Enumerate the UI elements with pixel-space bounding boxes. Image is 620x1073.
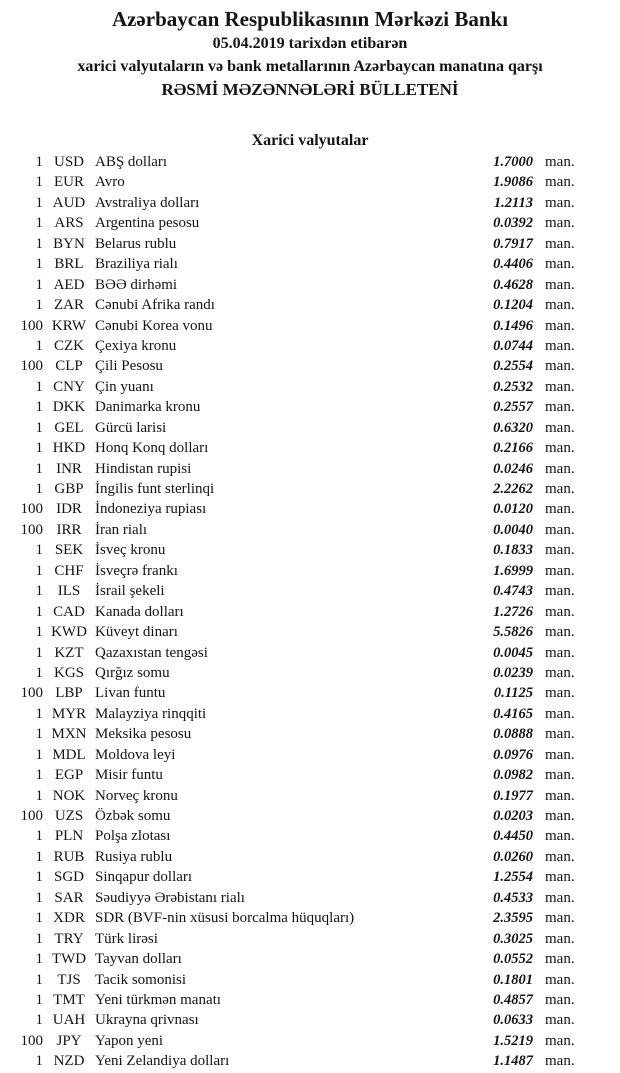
row-currency-name: Çexiya kronu [95,337,177,354]
row-rate-value: 0.4533 [493,889,533,906]
row-currency-name: İran rialı [95,521,148,538]
table-row [0,724,593,744]
row-rate-value: 0.1977 [493,787,533,804]
table-row [0,438,593,458]
row-currency-name: BƏƏ dirhəmi [95,276,178,293]
row-quantity: 1 [35,440,43,457]
row-unit-label: man. [545,542,575,559]
row-quantity: 1 [35,869,43,886]
row-unit-label: man. [545,1053,575,1070]
row-currency-code: EGP [54,767,84,784]
row-currency-code: AED [53,276,85,293]
row-quantity: 1 [35,481,43,497]
row-quantity: 100 [20,685,43,702]
table-row [0,234,593,254]
row-currency-name: İsveç kronu [95,542,166,559]
row-currency-name: Meksika pesosu [95,726,192,743]
row-rate-value: 0.2554 [493,358,533,375]
row-quantity: 1 [35,705,43,722]
table-row [0,254,593,274]
row-currency-code: CLP [55,358,83,375]
table-row [0,786,593,806]
row-rate-value: 1.2726 [493,603,533,620]
row-currency-name: Türk lirəsi [95,930,158,947]
row-currency-name: Yeni türkmən manatı [95,991,221,1008]
row-unit-label: man. [545,154,575,170]
row-currency-name: Yapon yeni [95,1032,164,1049]
row-unit-label: man. [545,624,575,641]
row-currency-code: ILS [57,583,81,600]
table-row [0,499,593,519]
table-row [0,459,593,479]
row-currency-code: BRL [54,256,84,273]
row-rate-value: 1.9086 [493,174,533,191]
table-row [0,949,593,969]
bank-name-title: Azərbaycan Respublikasının Mərkəzi Bankı [111,7,509,31]
row-unit-label: man. [545,1012,575,1029]
row-unit-label: man. [545,705,575,722]
row-quantity: 1 [35,889,43,906]
row-unit-label: man. [545,521,575,538]
row-currency-code: KWD [51,624,87,641]
row-currency-name: Malayziya rinqqiti [95,705,207,722]
row-unit-label: man. [545,276,575,293]
row-currency-code: RUB [53,848,85,865]
row-quantity: 1 [35,1053,43,1070]
row-quantity: 1 [35,930,43,947]
row-currency-code: DKK [52,399,86,416]
row-currency-name: İsrail şekeli [95,583,165,600]
row-quantity: 1 [35,910,43,927]
row-currency-code: SGD [53,869,84,886]
row-rate-value: 1.6999 [493,562,533,579]
row-quantity: 1 [35,583,43,600]
row-rate-value: 5.5826 [493,624,533,641]
row-unit-label: man. [545,194,575,211]
table-row [0,193,593,213]
table-row [0,806,593,826]
row-unit-label: man. [545,215,575,232]
row-currency-code: HKD [52,440,86,457]
row-currency-name: Belarus rublu [95,235,177,252]
row-currency-name: Argentina pesosu [95,215,200,232]
row-quantity: 1 [35,337,43,354]
table-row [0,295,593,315]
table-row [0,213,593,233]
row-quantity: 1 [35,787,43,804]
section-title-foreign-currencies: Xarici valyutalar [251,132,369,149]
row-unit-label: man. [545,828,575,845]
row-currency-code: CHF [54,562,84,579]
row-rate-value: 0.6320 [493,419,533,436]
row-rate-value: 0.4628 [493,276,533,293]
row-currency-code: MXN [51,726,87,743]
row-unit-label: man. [545,501,575,518]
bulletin-title: RƏSMİ MƏZƏNNƏLƏRİ BÜLLETENİ [161,80,459,99]
row-rate-value: 0.2557 [493,399,533,416]
row-rate-value: 0.0633 [493,1012,533,1029]
table-row [0,663,593,683]
row-unit-label: man. [545,440,575,457]
table-row [0,1051,593,1071]
table-row [0,990,593,1010]
row-currency-name: Polşa zlotası [95,828,171,845]
table-row [0,683,593,703]
row-unit-label: man. [545,971,575,988]
row-currency-code: PLN [54,828,84,845]
row-unit-label: man. [545,317,575,334]
row-currency-code: JPY [56,1032,82,1049]
table-row [0,622,593,642]
row-currency-code: SAR [54,889,84,906]
row-quantity: 1 [35,154,43,170]
row-quantity: 1 [35,848,43,865]
row-quantity: 1 [35,419,43,436]
row-currency-code: XDR [53,910,85,927]
row-rate-value: 0.0246 [493,460,533,477]
row-currency-code: SEK [54,542,84,559]
row-unit-label: man. [545,910,575,927]
row-unit-label: man. [545,1032,575,1049]
row-unit-label: man. [545,726,575,743]
table-row [0,520,593,540]
row-currency-name: Sinqapur dolları [95,869,193,886]
row-quantity: 1 [35,297,43,314]
table-row [0,581,593,601]
row-quantity: 100 [20,358,43,375]
row-unit-label: man. [545,481,575,497]
row-unit-label: man. [545,174,575,191]
row-currency-code: CAD [53,603,85,620]
row-unit-label: man. [545,460,575,477]
row-rate-value: 0.1801 [493,971,533,988]
row-quantity: 1 [35,664,43,681]
table-row [0,356,593,376]
row-currency-name: Yeni Zelandiya dolları [95,1053,230,1070]
row-quantity: 1 [35,746,43,763]
row-rate-value: 0.4450 [493,828,533,845]
row-rate-value: 0.0040 [493,521,533,538]
row-rate-value: 1.1487 [493,1053,533,1070]
row-quantity: 1 [35,603,43,620]
row-unit-label: man. [545,603,575,620]
row-currency-code: UZS [54,808,84,824]
row-unit-label: man. [545,297,575,314]
row-unit-label: man. [545,991,575,1008]
row-unit-label: man. [545,664,575,681]
row-quantity: 100 [20,501,43,518]
row-rate-value: 0.0392 [493,215,533,232]
table-row [0,643,593,663]
row-quantity: 1 [35,828,43,845]
row-quantity: 1 [35,767,43,784]
row-quantity: 100 [20,808,43,824]
row-currency-code: CZK [54,337,84,354]
row-rate-value: 0.0982 [493,767,533,784]
row-unit-label: man. [545,951,575,968]
row-currency-name: Moldova leyi [95,746,176,763]
row-rate-value: 0.0239 [493,664,533,681]
row-unit-label: man. [545,378,575,395]
table-row [0,929,593,949]
table-row [0,704,593,724]
row-rate-value: 0.0744 [493,337,533,354]
row-currency-code: BYN [53,235,85,252]
row-currency-name: Gürcü larisi [95,419,167,436]
row-unit-label: man. [545,235,575,252]
row-currency-name: Qazaxıstan tengəsi [95,644,208,661]
row-quantity: 100 [20,521,43,538]
row-unit-label: man. [545,562,575,579]
table-row [0,377,593,397]
row-quantity: 1 [35,991,43,1008]
row-currency-name: Danimarka kronu [95,399,201,416]
row-quantity: 1 [35,562,43,579]
row-rate-value: 0.1496 [493,317,533,334]
row-rate-value: 0.0045 [493,644,533,661]
table-row [0,275,593,295]
row-quantity: 1 [35,194,43,211]
row-unit-label: man. [545,787,575,804]
row-unit-label: man. [545,869,575,886]
table-row [0,745,593,765]
row-quantity: 1 [35,378,43,395]
row-currency-name: Braziliya rialı [95,256,178,273]
subject-line: xarici valyutaların və bank metallarının Azərbaycan manatına qarşı [77,58,543,75]
table-row [0,561,593,581]
row-currency-name: Tayvan dolları [95,951,182,968]
row-currency-code: ARS [54,215,84,232]
row-rate-value: 0.4165 [493,705,533,722]
row-currency-name: Rusiya rublu [95,848,173,865]
row-unit-label: man. [545,583,575,600]
row-currency-code: TJS [57,971,81,988]
row-currency-code: USD [53,154,84,170]
row-currency-name: Norveç kronu [95,787,178,804]
row-currency-code: MDL [52,746,86,763]
row-rate-value: 1.7000 [493,154,533,170]
row-currency-code: AUD [52,194,86,211]
table-row [0,602,593,622]
row-currency-name: ABŞ dolları [95,154,168,170]
row-rate-value: 0.4857 [493,991,533,1008]
row-currency-name: Çili Pesosu [95,358,163,375]
row-currency-code: EUR [54,174,84,191]
table-row [0,316,593,336]
row-currency-code: MYR [51,705,87,722]
row-currency-code: KZT [54,644,84,661]
row-quantity: 1 [35,542,43,559]
table-row [0,908,593,928]
row-rate-value: 0.2166 [493,440,533,457]
table-row [0,397,593,417]
table-row [0,479,593,499]
table-row [0,152,593,172]
row-quantity: 1 [35,1012,43,1029]
row-unit-label: man. [545,337,575,354]
row-currency-name: İsveçrə frankı [95,562,178,579]
row-unit-label: man. [545,889,575,906]
row-unit-label: man. [545,767,575,784]
row-quantity: 1 [35,256,43,273]
row-rate-value: 0.1125 [493,685,533,702]
row-rate-value: 1.2554 [493,869,533,886]
row-unit-label: man. [545,644,575,661]
row-quantity: 1 [35,624,43,641]
row-quantity: 1 [35,235,43,252]
row-currency-code: GEL [54,419,84,436]
row-quantity: 1 [35,644,43,661]
row-quantity: 1 [35,951,43,968]
row-quantity: 1 [35,971,43,988]
row-currency-name: Cənubi Afrika randı [95,297,215,314]
row-currency-name: Tacik somonisi [95,971,187,988]
row-currency-name: Özbək somu [95,808,171,824]
table-row [0,765,593,785]
row-rate-value: 0.0260 [493,848,533,865]
row-currency-code: TWD [51,951,87,968]
row-currency-name: Misir funtu [95,767,163,784]
row-currency-name: Ukrayna qrivnası [95,1012,199,1029]
rates-table [0,152,620,1072]
row-currency-code: IDR [56,501,82,518]
row-rate-value: 0.4406 [493,256,533,273]
table-row [0,1010,593,1030]
table-row [0,1031,593,1051]
row-quantity: 1 [35,276,43,293]
row-currency-code: KRW [51,317,87,334]
row-unit-label: man. [545,808,575,824]
row-quantity: 1 [35,215,43,232]
row-currency-name: Avro [95,174,125,191]
row-currency-code: NOK [52,787,86,804]
row-unit-label: man. [545,930,575,947]
row-rate-value: 0.1204 [493,297,533,314]
row-currency-name: İngilis funt sterlinqi [95,481,215,497]
row-unit-label: man. [545,848,575,865]
row-currency-code: CNY [53,378,85,395]
row-unit-label: man. [545,256,575,273]
row-rate-value: 0.0552 [493,951,533,968]
row-rate-value: 0.0888 [493,726,533,743]
table-row [0,418,593,438]
row-rate-value: 2.2262 [493,481,533,497]
row-currency-code: TMT [53,991,85,1008]
row-rate-value: 0.2532 [493,378,533,395]
row-currency-code: GBP [54,481,84,497]
row-currency-code: ZAR [54,297,84,314]
row-currency-name: SDR (BVF-nin xüsusi borcalma hüquqları) [95,910,355,927]
row-rate-value: 0.7917 [493,235,533,252]
row-currency-name: Səudiyyə Ərəbistanı rialı [95,889,245,906]
row-currency-name: Hindistan rupisi [95,460,192,477]
table-row [0,867,593,887]
row-quantity: 100 [20,1032,43,1049]
row-rate-value: 0.0120 [493,501,533,518]
row-rate-value: 0.4743 [493,583,533,600]
row-unit-label: man. [545,358,575,375]
table-row [0,847,593,867]
row-quantity: 1 [35,726,43,743]
row-currency-name: Livan funtu [95,685,166,702]
row-currency-name: İndoneziya rupiası [95,501,207,518]
table-row [0,336,593,356]
row-quantity: 1 [35,460,43,477]
table-row [0,888,593,908]
row-quantity: 100 [20,317,43,334]
row-rate-value: 0.3025 [493,930,533,947]
row-currency-name: Avstraliya dolları [95,194,200,211]
row-currency-code: IRR [56,521,82,538]
row-unit-label: man. [545,419,575,436]
row-currency-code: UAH [52,1012,86,1029]
row-currency-code: NZD [53,1053,85,1070]
table-row [0,970,593,990]
row-rate-value: 0.0976 [493,746,533,763]
bulletin-header [0,7,620,102]
row-currency-name: Cənubi Korea vonu [95,317,213,334]
row-unit-label: man. [545,685,575,702]
row-currency-name: Çin yuanı [95,378,154,395]
row-rate-value: 1.2113 [493,194,533,211]
table-row [0,540,593,560]
row-quantity: 1 [35,399,43,416]
row-quantity: 1 [35,174,43,191]
row-currency-name: Qırğız somu [95,664,170,681]
row-currency-name: Küveyt dinarı [95,624,178,641]
row-currency-code: LBP [55,685,83,702]
row-currency-code: TRY [54,930,84,947]
row-currency-code: KGS [53,664,84,681]
effective-date-line: 05.04.2019 tarixdən etibarən [212,35,408,52]
row-unit-label: man. [545,746,575,763]
row-unit-label: man. [545,399,575,416]
row-rate-value: 0.0203 [493,808,533,824]
table-row [0,826,593,846]
table-row [0,172,593,192]
row-rate-value: 2.3595 [493,910,533,927]
row-currency-code: INR [56,460,82,477]
row-currency-name: Kanada dolları [95,603,184,620]
row-rate-value: 1.5219 [493,1032,533,1049]
row-rate-value: 0.1833 [493,542,533,559]
row-currency-name: Honq Konq dolları [95,440,209,457]
